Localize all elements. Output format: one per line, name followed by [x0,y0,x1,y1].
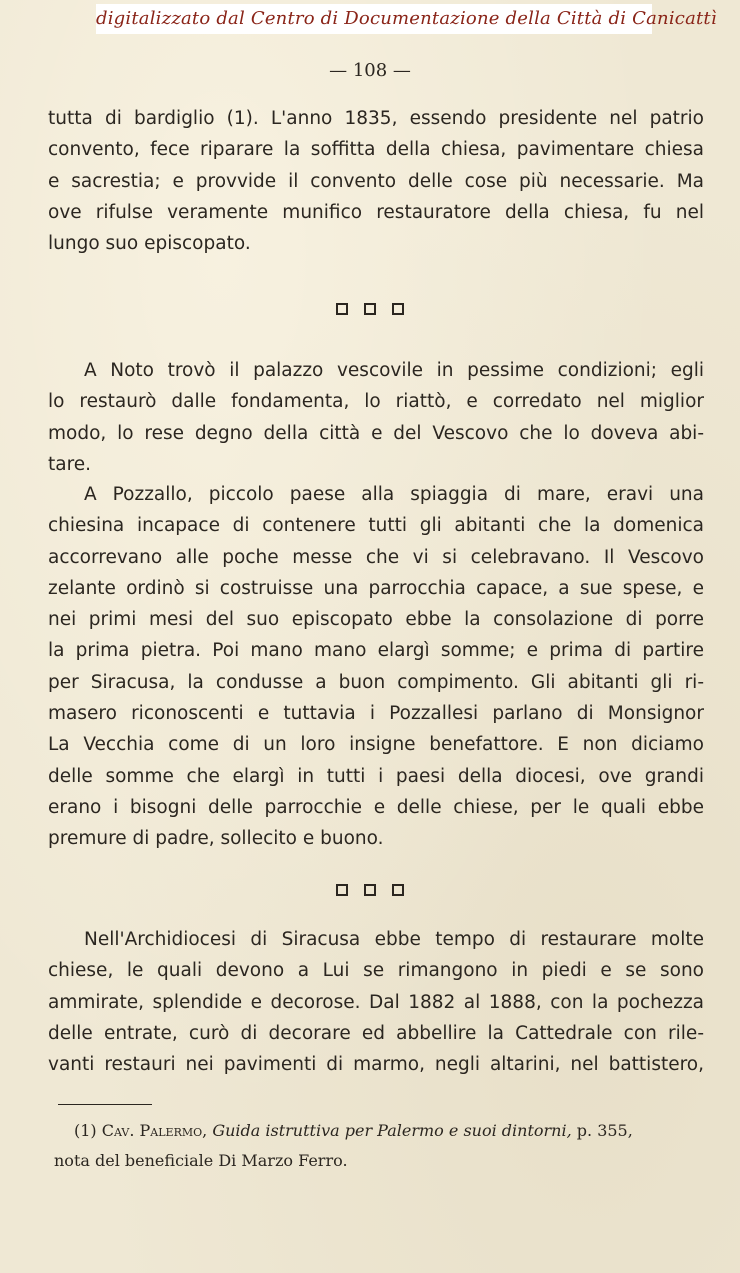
text-line: tare. [48,453,92,475]
text-line: convento, fece riparare la soffitta della chiesa, pavimentare chiesa [48,139,704,161]
paragraph-4 [48,924,704,1080]
footnote-marker: (1) [74,1121,97,1140]
ornament-square-icon [336,303,348,315]
paragraph-1 [48,103,704,259]
text-line: accorrevano alle poche messe che vi si celebravano. Il Vescovo [48,546,704,568]
text-line: premure di padre, sollecito e buono. [48,828,384,850]
text-line: modo, lo rese degno della città e del Vescovo che lo doveva abi- [48,422,704,444]
footnote-line: nota del beneficiale Di Marzo Ferro. [54,1151,348,1170]
text-line: delle somme che elargì in tutti i paesi della diocesi, ove grandi [48,765,704,787]
text-line: A Noto trovò il palazzo vescovile in pessime condizioni; egli [84,360,704,381]
text-line: ove rifulse veramente munifico restauratore della chiesa, fu nel [48,201,704,223]
page-number: — 108 — [329,60,411,81]
text-line: La Vecchia come di un loro insigne benefattore. E non diciamo [48,734,704,756]
footnote-divider [58,1104,152,1105]
text-line: e sacrestia; e provvide il convento delle cose più necessarie. Ma [48,170,704,192]
footnote-title: Guida istruttiva per Palermo e suoi dintorni, [212,1121,572,1140]
text-line: vanti restauri nei pavimenti di marmo, negli altarini, nel battistero, [48,1054,704,1076]
text-line: lo restaurò dalle fondamenta, lo riattò, e corredato nel miglior [48,391,704,413]
text-line: zelante ordinò si costruisse una parrocchia capace, a sue spese, e [48,577,704,599]
footnote-line [54,1116,714,1146]
ornament-square-icon [364,884,376,896]
section-ornament [0,298,740,318]
ornament-square-icon [336,884,348,896]
footnote-page-ref: p. 355, [576,1121,633,1140]
text-line: Nell'Archidiocesi di Siracusa ebbe tempo di restaurare molte [84,929,704,950]
text-line: chiese, le quali devono a Lui se rimangono in piedi e se sono [48,960,704,982]
text-line: A Pozzallo, piccolo paese alla spiaggia di mare, eravi una [84,484,704,505]
ornament-square-icon [364,303,376,315]
paragraph-2 [48,355,704,480]
text-line: tutta di bardiglio (1). L'anno 1835, essendo presidente nel patrio [48,108,704,129]
paragraph-3 [48,479,704,855]
footnote-author: Cav. Palermo, [101,1121,208,1140]
section-ornament [0,879,740,899]
ornament-square-icon [392,303,404,315]
footnote [54,1116,714,1176]
text-line: lungo suo episcopato. [48,233,251,255]
text-line: per Siracusa, la condusse a buon compimento. Gli abitanti gli ri- [48,671,704,693]
text-line: ammirate, splendide e decorose. Dal 1882 al 1888, con la pochezza [48,991,704,1013]
text-line: chiesina incapace di contenere tutti gli abitanti che la domenica [48,515,704,537]
text-line: la prima pietra. Poi mano mano elargì somme; e prima di partire [48,640,704,662]
text-line: nei primi mesi del suo episcopato ebbe la consolazione di porre [48,609,704,631]
ornament-square-icon [392,884,404,896]
text-line: erano i bisogni delle parrocchie e delle chiese, per le quali ebbe [48,796,704,818]
digitization-watermark: digitalizzato dal Centro di Documentazione della Città di Canicattì [96,4,652,34]
text-line: delle entrate, curò di decorare ed abbellire la Cattedrale con rile- [48,1022,704,1044]
text-line: masero riconoscenti e tuttavia i Pozzallesi parlano di Monsignor [48,703,704,725]
